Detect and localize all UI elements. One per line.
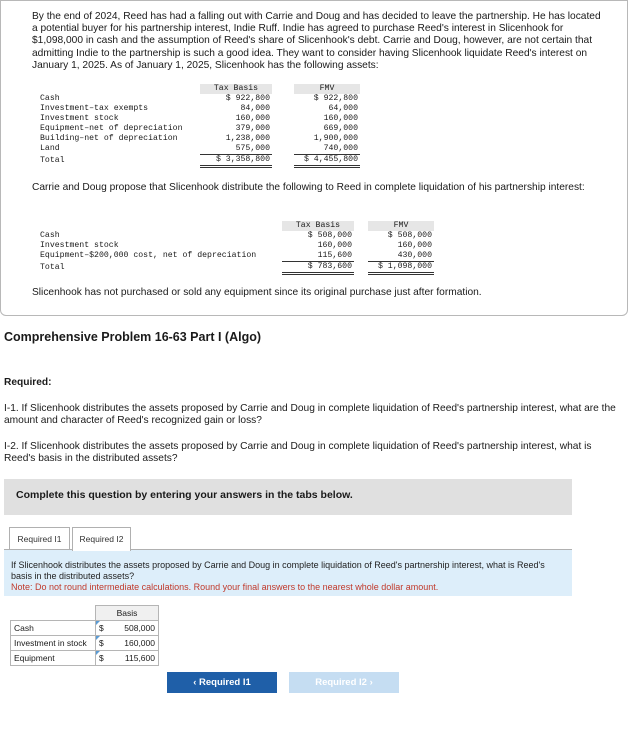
asset-total-label: Total — [40, 155, 65, 165]
table-row — [11, 621, 159, 636]
assets-col-fmv: FMV — [294, 84, 360, 94]
instruction-text: Complete this question by entering your answers in the tabs below. — [16, 489, 353, 501]
dist-tax: 115,600 — [282, 251, 354, 262]
question-i2: I-2. If Slicenhook distributes the assets proposed by Carrie and Doug in complete liquidation of Reed's partnership interest, what is Reed's basis in the distributed assets? — [4, 441, 592, 465]
asset-fmv: 669,000 — [323, 124, 358, 133]
asset-tax: $ 922,800 — [225, 94, 270, 103]
table-row — [11, 651, 159, 666]
intro-paragraph: By the end of 2024, Reed has had a falling out with Carrie and Doug and has decided to leave the partnership. He has located a potential buyer for his partnership interest, Indie Ruff. Indie has agreed to purchase Reed's interest in Slicenhook for $1,098,000 in cash and the assumption of Reed's share of Slicenhook's debt. Carrie and Doug, however, are not certain that admitting Indie to the partnership is such a good idea. They want to consider having Slicenhook liquidate Reed's interest on January 1, 2025. As of January 1, 2025, Slicenhook has the following assets: — [32, 11, 601, 71]
problem-title: Comprehensive Problem 16-63 Part I (Algo) — [4, 330, 262, 344]
asset-fmv: $ 922,800 — [313, 94, 358, 103]
asset-tax: 575,000 — [200, 144, 272, 155]
dist-col-tax: Tax Basis — [282, 221, 354, 231]
dist-total-tax: $ 783,600 — [282, 262, 354, 274]
tab-required-i2[interactable]: Required I2 — [72, 527, 131, 551]
answer-row-label: Investment in stock — [11, 636, 96, 651]
asset-label: Investment stock — [40, 114, 119, 123]
asset-fmv: 1,900,000 — [313, 134, 358, 143]
dist-label: Equipment–$200,000 cost, net of depreciation — [40, 251, 257, 261]
dist-total-fmv: $ 1,098,000 — [368, 262, 434, 274]
dist-total-label: Total — [40, 262, 65, 272]
instruction-banner — [4, 479, 572, 515]
equipment-note: Slicenhook has not purchased or sold any equipment since its original purchase just after formation. — [32, 287, 482, 298]
asset-tax: 379,000 — [235, 124, 270, 133]
asset-tax: 1,238,000 — [225, 134, 270, 143]
tab-required-i1[interactable]: Required I1 — [9, 527, 70, 550]
asset-label: Cash — [40, 94, 60, 103]
asset-label: Equipment–net of depreciation — [40, 124, 183, 133]
basis-input-investment[interactable]: 160,000 — [108, 636, 159, 651]
panel-question: If Slicenhook distributes the assets proposed by Carrie and Doug in complete liquidation of Reed's partnership interest, what is Reed's basis in the distributed assets? — [11, 560, 545, 581]
dist-label: Cash — [40, 231, 60, 240]
asset-tax: 84,000 — [240, 104, 270, 113]
asset-label: Land — [40, 144, 60, 154]
dist-fmv: 430,000 — [368, 251, 434, 262]
prev-required-i1-button[interactable]: ‹ Required I1 — [167, 672, 277, 693]
question-panel — [4, 549, 572, 596]
asset-label: Building–net of depreciation — [40, 134, 178, 143]
answer-row-label: Cash — [11, 621, 96, 636]
answer-row-label: Equipment — [11, 651, 96, 666]
basis-input-cash[interactable]: 508,000 — [108, 621, 159, 636]
asset-tax: 160,000 — [235, 114, 270, 123]
table-row — [11, 636, 159, 651]
basis-header: Basis — [96, 606, 159, 621]
required-label: Required: — [4, 377, 52, 388]
dollar-sign: $ — [99, 638, 104, 648]
question-i1: I-1. If Slicenhook distributes the assets proposed by Carrie and Doug in complete liquidation of Reed's partnership interest, what are the amount and character of Reed's recognized gain or loss? — [4, 403, 616, 427]
dollar-sign: $ — [99, 653, 104, 663]
next-required-i2-button[interactable]: Required I2 › — [289, 672, 399, 693]
dist-fmv: 160,000 — [397, 241, 432, 250]
asset-label: Investment–tax exempts — [40, 104, 149, 113]
asset-fmv: 740,000 — [294, 144, 360, 155]
dist-tax: $ 508,000 — [307, 231, 352, 240]
dist-tax: 160,000 — [317, 241, 352, 250]
distribution-table — [38, 221, 434, 275]
assets-col-tax: Tax Basis — [200, 84, 272, 94]
input-marker-icon — [96, 621, 100, 625]
asset-fmv: 64,000 — [328, 104, 358, 113]
asset-fmv: 160,000 — [323, 114, 358, 123]
dist-label: Investment stock — [40, 241, 119, 250]
input-marker-icon — [96, 651, 100, 655]
panel-note: Note: Do not round intermediate calculations. Round your final answers to the nearest whole dollar amount. — [11, 582, 439, 592]
input-marker-icon — [96, 636, 100, 640]
asset-total-tax: $ 3,358,800 — [200, 155, 272, 167]
propose-paragraph: Carrie and Doug propose that Slicenhook distribute the following to Reed in complete liquidation of his partnership interest: — [32, 182, 585, 193]
dollar-sign: $ — [99, 623, 104, 633]
basis-answer-table — [10, 605, 159, 666]
asset-total-fmv: $ 4,455,800 — [294, 155, 360, 167]
assets-table — [38, 84, 360, 168]
basis-input-equipment[interactable]: 115,600 — [108, 651, 159, 666]
dist-fmv: $ 508,000 — [387, 231, 432, 240]
dist-col-fmv: FMV — [368, 221, 434, 231]
